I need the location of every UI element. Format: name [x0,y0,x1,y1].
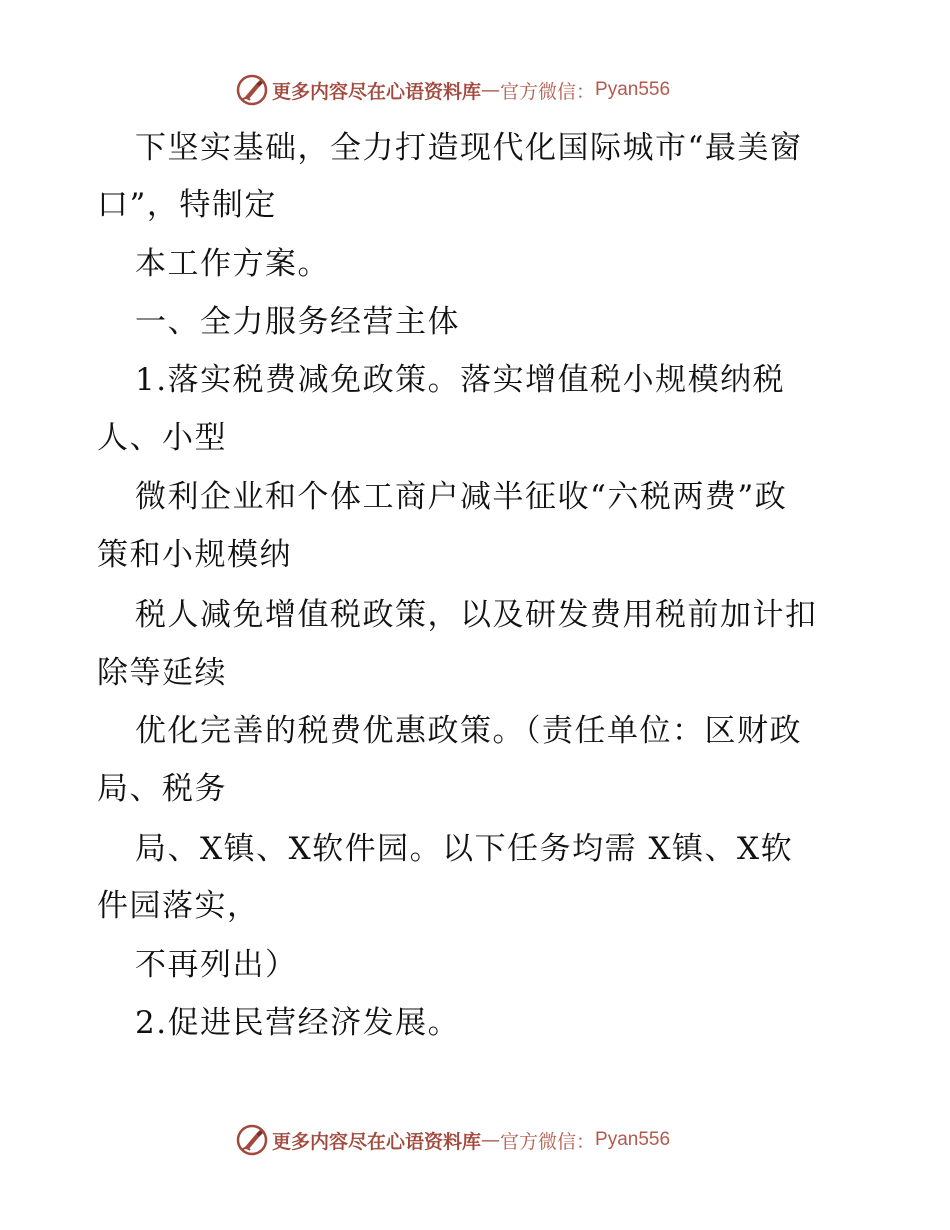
watermark-dash: — [481,1129,501,1151]
body-line: 口”，特制定 [97,187,277,223]
body-line: 1.落实税费减免政策。落实增值税小规模纳税 [135,362,786,398]
pen-logo-icon [236,1124,268,1156]
body-line: 2.促进民营经济发展。 [135,1005,461,1041]
watermark-main-text: 更多内容尽在心语资料库 [272,1130,482,1153]
body-line: 下坚实基础，全力打造现代化国际城市“最美窗 [135,130,803,166]
header-watermark [236,73,670,107]
body-line: 除等延续 [97,655,227,691]
watermark-dash: — [481,79,501,101]
footer-watermark [236,1123,670,1157]
watermark-wechat-label: 官方微信： [500,80,596,103]
watermark-main-text: 更多内容尽在心语资料库 [272,80,482,103]
watermark-wechat-id: Pyan556 [595,79,671,100]
pen-logo-icon [236,74,268,106]
body-line: 优化完善的税费优惠政策。（责任单位：区财政 [135,713,802,749]
body-line: 件园落实， [97,888,260,924]
body-line: 微利企业和个体工商户减半征收“六税两费”政 [135,479,788,515]
body-line: 局、税务 [97,771,227,807]
body-line: 不再列出） [135,947,298,983]
watermark-wechat-id: Pyan556 [595,1129,671,1150]
body-line: 本工作方案。 [135,246,330,282]
body-line: 人、小型 [97,420,227,456]
section-heading: 一、全力服务经营主体 [135,304,460,340]
watermark-wechat-label: 官方微信： [500,1130,596,1153]
body-line: 策和小规模纳 [97,537,292,573]
body-line: 税人减免增值税政策，以及研发费用税前加计扣 [135,597,818,633]
body-line: 局、X镇、X软件园。以下任务均需 X镇、X软 [135,831,794,867]
